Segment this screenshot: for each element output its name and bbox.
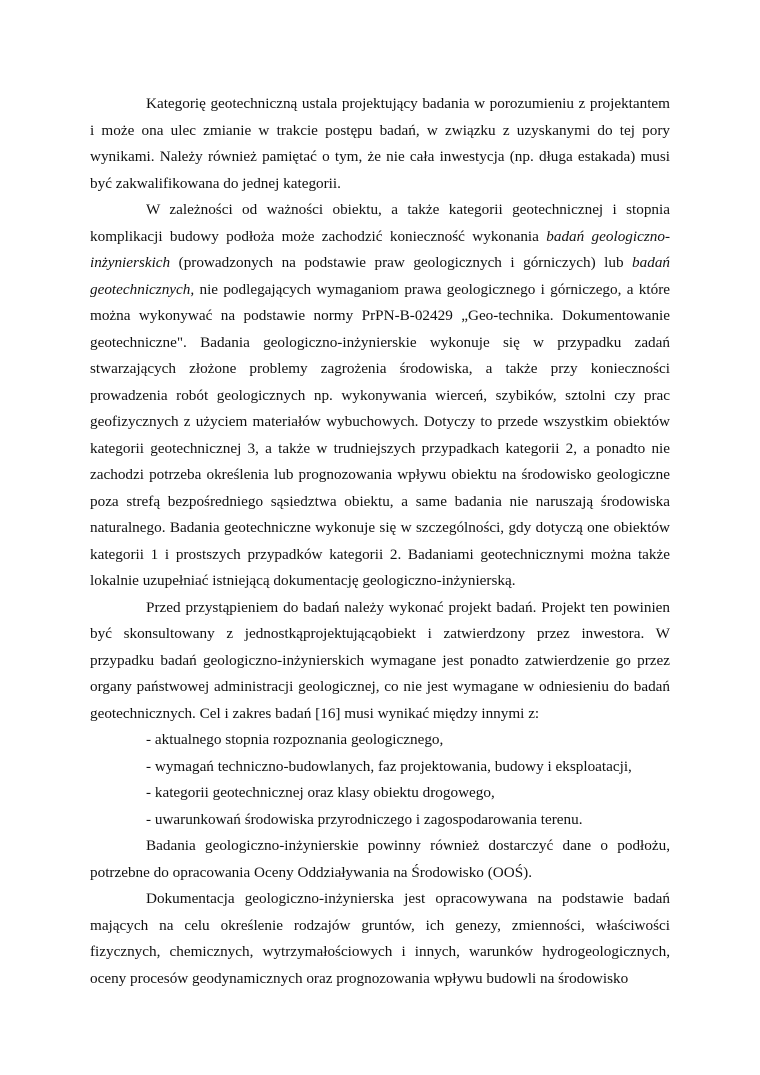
- paragraph-geotechnical-category: Kategorię geotechniczną ustala projektujący badania w porozumieniu z projektantem i może ona ulec zmianie w trakcie postępu badań, w związku z uzyskanymi do tej pory wynikami. Należy również pamiętać o tym, że nie cała inwestycja (np. długa estakada) musi być zakwalifikowana do jednej kategorii.: [90, 95, 670, 192]
- list-item: - wymagań techniczno-budowlanych, faz projektowania, budowy i eksploatacji,: [146, 757, 632, 775]
- list-item: - kategorii geotechnicznej oraz klasy obiektu drogowego,: [146, 784, 495, 801]
- emphasis-geological-engineering-research: badań geologiczno-inżynierskich: [90, 227, 671, 271]
- list-item: - aktualnego stopnia rozpoznania geologicznego,: [146, 731, 444, 748]
- paragraph-text: nie podlegających wymaganiom prawa geologicznego i górniczego, a które można wykonywać na podstawie normy PrPN-B-02429 „Geo-technika. Dokumentowanie geotechniczne". Badania geologiczno-inżynierskie wykonuje się w przypadku zadań stwarzających złożone problemy zagrożenia środowiska, a także przy konieczności prowadzenia robót geologicznych np. wykonywania wierceń, szybików, sztolni czy prac geofizycznych z użyciem materiałów wybuchowych. Dotyczy to przede wszystkim obiektów kategorii geotechnicznej 3, a także w trudniejszych przypadkach kategorii 2, a ponadto nie zachodzi potrzeba określenia lub prognozowania wpływu obiektu na środowisko geologiczne poza strefą bezpośredniego sąsiedztwa obiektu, a same badania nie naruszają środowiska naturalnego. Badania geotechniczne wykonuje się w szczególności, gdy dotyczą one obiektów kategorii 1 i prostszych przypadków kategorii 2. Badaniami geotechnicznymi można także lokalnie uzupełniać istniejącą dokumentację geologiczno-inżynierską.: [90, 280, 670, 589]
- requirements-list: [90, 727, 670, 833]
- paragraph-documentation: Dokumentacja geologiczno-inżynierska jest opracowywana na podstawie badań mających na celu określenie rodzajów gruntów, ich genezy, zmienności, właściwości fizycznych, chemicznych, wytrzymałościowych i innych, warunków hydrogeologicznych, oceny procesów geodynamicznych oraz prognozowania wpływu budowli na środowisko: [90, 890, 670, 987]
- list-item: - uwarunkowań środowiska przyrodniczego i zagospodarowania terenu.: [146, 810, 583, 828]
- paragraph-environment-assessment: Badania geologiczno-inżynierskie powinny również dostarczyć dane o podłożu, potrzebne do opracowania Oceny Oddziaływania na Środowisko (OOŚ).: [90, 837, 670, 881]
- paragraph-text: (prowadzonych na podstawie praw geologicznych i górniczych) lub: [170, 254, 633, 271]
- paragraph-research-types: [90, 197, 670, 595]
- paragraph-text: W zależności od ważności obiektu, a także kategorii geotechnicznej i stopnia komplikacji budowy podłoża może zachodzić konieczność wykonania: [90, 201, 670, 245]
- paragraph-research-project: Przed przystąpieniem do badań należy wykonać projekt badań. Projekt ten powinien być skonsultowany z jednostkąprojektującąobiekt i zatwierdzony przez inwestora. W przypadku badań geologiczno-inżynierskich wymagane jest ponadto zatwierdzenie go przez organy państwowej administracji geologicznej, co nie jest wymagane w odniesieniu do badań geotechnicznych. Cel i zakres badań [16] musi wynikać między innymi z:: [90, 598, 670, 722]
- emphasis-geotechnical-research: badań geotechnicznych,: [90, 254, 670, 298]
